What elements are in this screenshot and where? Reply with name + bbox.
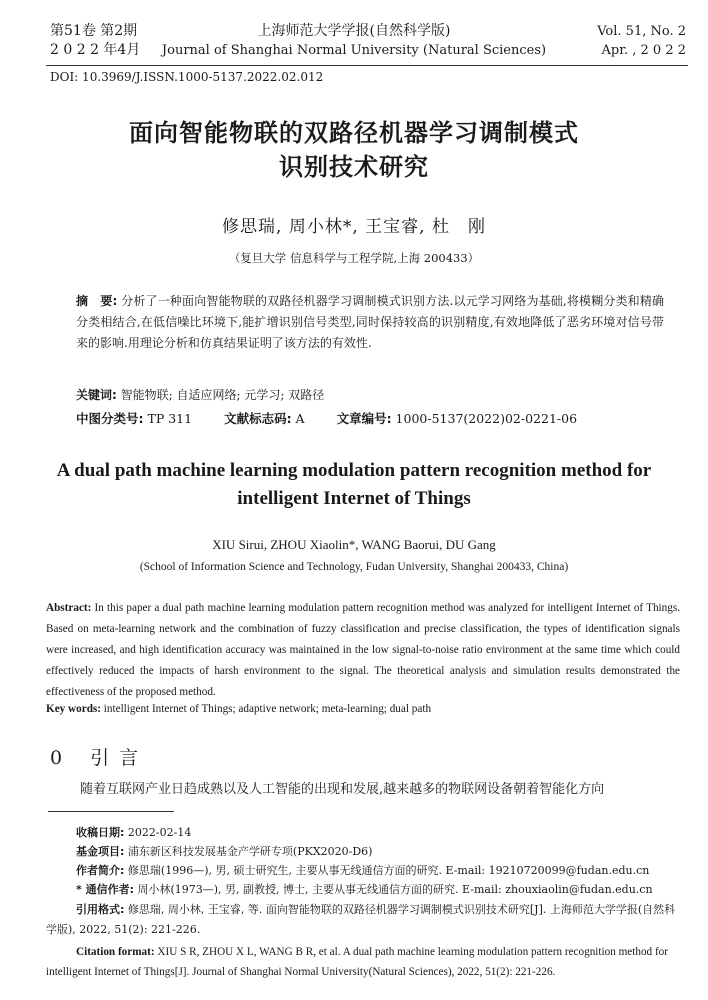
abstract-en-label: Abstract: xyxy=(46,602,92,614)
paper-title-en xyxy=(0,457,708,513)
cite-cn-label: 引用格式: xyxy=(76,903,125,916)
doc-code-value: A xyxy=(295,411,305,426)
classification-line xyxy=(76,408,664,429)
received-label: 收稿日期: xyxy=(76,826,125,839)
header-rule xyxy=(46,65,688,66)
corr-value: 周小林(1973—), 男, 副教授, 博士, 主要从事无线通信方面的研究. E-mail: zhouxiaolin@fudan.edu.cn xyxy=(137,883,653,896)
title-cn-line2: 识别技术研究 xyxy=(279,153,429,181)
keywords-en xyxy=(46,699,680,720)
header-journal-cn: 上海师范大学学报(自然科学版) xyxy=(257,23,451,39)
header-date-en: Apr. , 2 0 2 2 xyxy=(601,43,686,58)
affiliation-cn: （复旦大学 信息科学与工程学院,上海 200433） xyxy=(228,251,480,265)
clc-value: TP 311 xyxy=(147,411,193,426)
doc-code-label: 文献标志码: xyxy=(224,411,292,426)
affiliation-en: (School of Information Science and Technology, Fudan University, Shanghai 200433, China) xyxy=(139,561,569,573)
footnote-citation-en xyxy=(46,942,686,982)
paper-title-cn xyxy=(0,116,708,184)
clc-label: 中图分类号: xyxy=(76,411,144,426)
body-paragraph: 随着互联网产业日趋成熟以及人工智能的出现和发展,越来越多的物联网设备朝着智能化方向 xyxy=(80,782,605,797)
footnote-fund xyxy=(76,843,686,860)
section-heading xyxy=(50,743,148,770)
author-value: 修思瑞(1996—), 男, 硕士研究生, 主要从事无线通信方面的研究. E-mail: 19210720099@fudan.edu.cn xyxy=(127,864,650,877)
abstract-en-text: In this paper a dual path machine learning modulation pattern recognition method was analyzed for intelligent Internet of Things. Based on meta-learning network and the combination of fuzzy classification and precise classification, the types of identification signals were increased, and high identification accuracy was maintained in the low signal-to-noise ratio environment at the same time which could effectively reduced the impacts of harsh environment to the signal. The theoretical analysis and simulation results demonstrated the effectiveness of the proposed method. xyxy=(46,602,681,698)
authors-en: XIU Sirui, ZHOU Xiaolin*, WANG Baorui, DU Gang xyxy=(212,537,496,552)
header-right xyxy=(597,22,686,60)
abstract-cn-text: 分析了一种面向智能物联的双路径机器学习调制模式识别方法.以元学习网络为基础,将模糊分类和精确分类相结合,在低信噪比环境下,能扩增识别信号类型,同时保持较高的识别精度,有效地降低了恶劣环境对信号带来的影响.用理论分析和仿真结果证明了该方法的有效性. xyxy=(76,294,664,350)
cite-en-label: Citation format: xyxy=(76,946,155,958)
header-journal-en: Journal of Shanghai Normal University (Natural Sciences) xyxy=(161,43,547,58)
title-cn-line1: 面向智能物联的双路径机器学习调制模式 xyxy=(129,119,579,147)
fund-label: 基金项目: xyxy=(76,845,125,858)
abstract-cn-label: 摘 要: xyxy=(76,294,118,308)
keywords-cn-text: 智能物联; 自适应网络; 元学习; 双路径 xyxy=(120,388,325,402)
title-en-line2: intelligent Internet of Things xyxy=(237,488,471,509)
abstract-en xyxy=(46,598,680,703)
footnote-rule xyxy=(48,811,174,812)
article-number-label: 文章编号: xyxy=(336,411,392,426)
article-number-value: 1000-5137(2022)02-0221-06 xyxy=(395,411,578,426)
keywords-cn-label: 关键词: xyxy=(76,388,117,402)
authors-cn: 修思瑞, 周小林*, 王宝睿, 杜 刚 xyxy=(222,217,486,237)
author-label: 作者简介: xyxy=(76,864,125,877)
keywords-cn xyxy=(76,385,664,406)
abstract-cn xyxy=(76,291,664,354)
doi: DOI: 10.3969/J.ISSN.1000-5137.2022.02.012 xyxy=(50,70,324,84)
footnote-corresponding xyxy=(76,881,686,898)
cite-cn-value: 修思瑞, 周小林, 王宝睿, 等. 面向智能物联的双路径机器学习调制模式识别技术研究[J]. 上海师范大学学报(自然科学版), 2022, 51(2): 221-226. xyxy=(46,903,676,936)
header-volume-en: Vol. 51, No. 2 xyxy=(597,24,686,39)
title-en-line1: A dual path machine learning modulation pattern recognition method for xyxy=(56,460,652,481)
section-number: 0 xyxy=(50,747,65,769)
footnote-citation-cn xyxy=(46,900,686,940)
received-value: 2022-02-14 xyxy=(127,826,192,839)
footnote-author xyxy=(76,862,686,879)
keywords-en-label: Key words: xyxy=(46,703,101,715)
fund-value: 浦东新区科技发展基金产学研专项(PKX2020-D6) xyxy=(127,845,373,858)
section-title: 引言 xyxy=(90,747,149,769)
cite-en-value: XIU S R, ZHOU X L, WANG B R, et al. A dual path machine learning modulation pattern recognition method for intelligent Internet of Things[J]. Journal of Shanghai Normal University(Natural Sciences), 2022, 51(2): 221-226. xyxy=(46,946,668,978)
keywords-en-text: intelligent Internet of Things; adaptive network; meta-learning; dual path xyxy=(103,703,432,715)
header-volume-cn: 第51卷 第2期 xyxy=(50,23,138,39)
corr-label: * 通信作者: xyxy=(76,883,134,896)
footnote-received xyxy=(76,824,686,841)
header-date-cn: 2 0 2 2 年4月 xyxy=(50,42,141,58)
